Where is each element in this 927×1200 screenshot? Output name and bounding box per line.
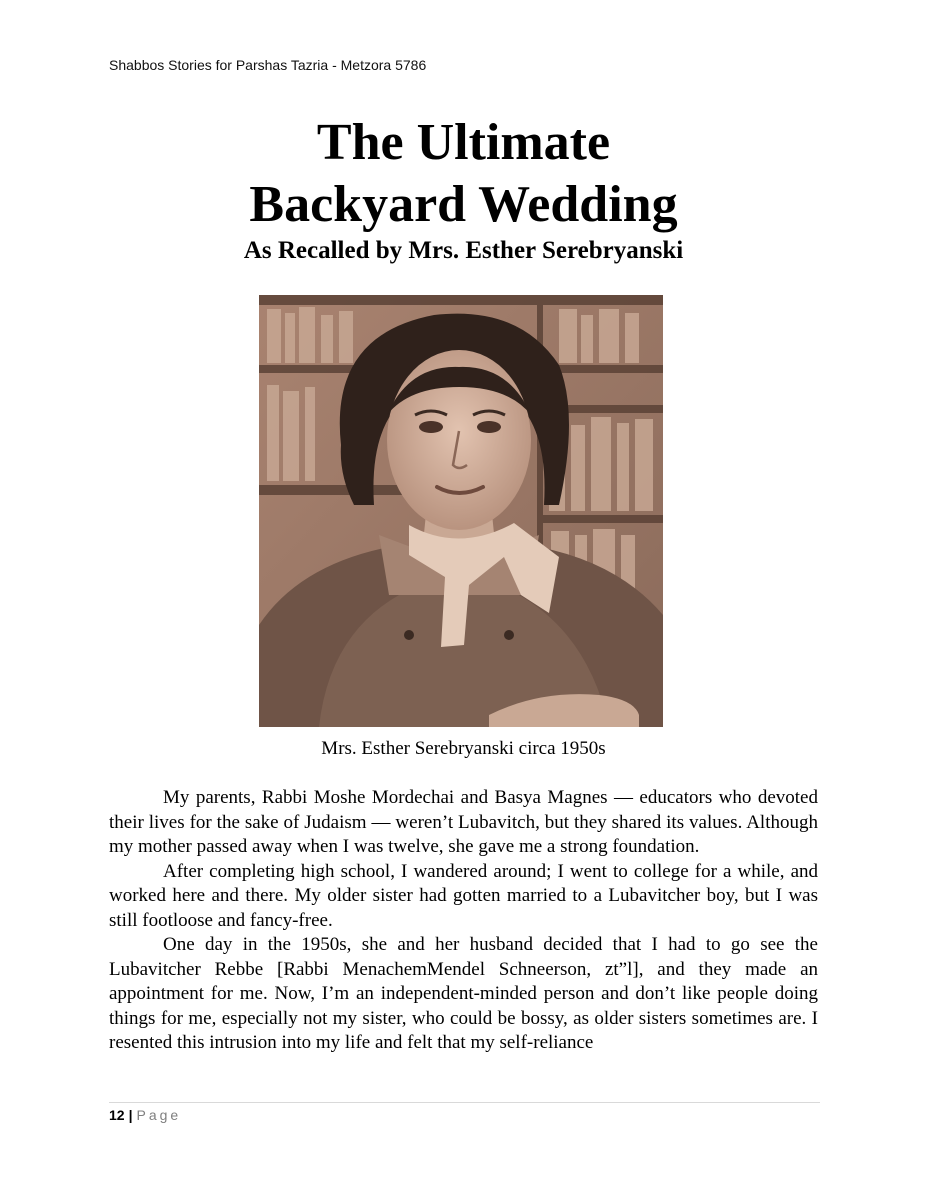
running-header: Shabbos Stories for Parshas Tazria - Metzora 5786	[109, 57, 427, 73]
portrait-photo	[259, 295, 663, 727]
page-label: Page	[136, 1107, 182, 1123]
footer-divider	[109, 1102, 820, 1103]
page-number: 12	[109, 1107, 125, 1123]
page-title	[0, 112, 927, 236]
page-subtitle: As Recalled by Mrs. Esther Serebryanski	[243, 237, 684, 264]
paragraph: After completing high school, I wandered around; I went to college for a while, and worked here and there. My older sister had gotten married to a Lubavitcher boy, but I was still footloose and fancy-free.	[109, 860, 818, 931]
title-line-1: The Ultimate	[316, 114, 611, 171]
paragraph: My parents, Rabbi Moshe Mordechai and Basya Magnes — educators who devoted their lives for the sake of Judaism — weren’t Lubavitch, but they shared its values. Although my mother passed away when I was twelve, she gave me a strong foundation.	[109, 787, 818, 857]
footer-separator: |	[128, 1107, 133, 1123]
photo-caption: Mrs. Esther Serebryanski circa 1950s	[321, 738, 606, 759]
portrait-illustration	[259, 295, 663, 727]
page-footer	[109, 1107, 181, 1123]
title-line-2: Backyard Wedding	[249, 176, 678, 233]
paragraph: One day in the 1950s, she and her husband decided that I had to go see the Lubavitcher Rebbe [Rabbi MenachemMendel Schneerson, zt”l], and they made an appointment for me. Now, I’m an independent-minded person and don’t like people doing things for me, especially not my sister, who could be bossy, as older sisters sometimes are. I resented this intrusion into my life and felt that my self-reliance	[109, 934, 818, 1053]
article-body	[109, 786, 818, 1056]
